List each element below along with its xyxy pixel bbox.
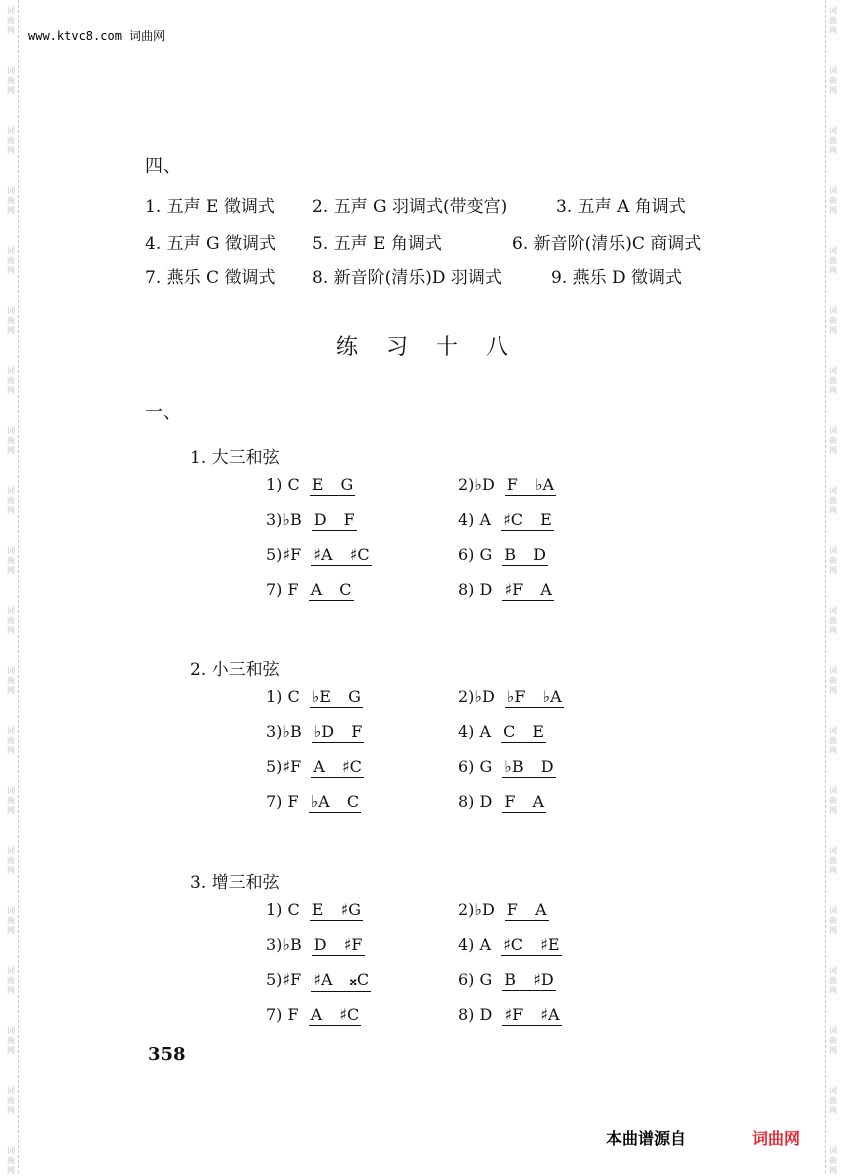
watermark-glyph-stack: 词 曲 网: [7, 606, 15, 635]
watermark-glyph-stack: 词 曲 网: [7, 966, 15, 995]
chord-root-label: 7) F: [266, 580, 299, 599]
chord-answer-note: ♯F: [504, 1005, 524, 1024]
chord-answer-note: C: [503, 722, 516, 741]
chord-answer-note: F: [343, 510, 355, 529]
chord-answer-note: A: [535, 900, 547, 919]
watermark-glyph-stack: 词 曲 网: [829, 366, 837, 395]
watermark-glyph-stack: 词 曲 网: [829, 666, 837, 695]
chord-answer-note: ♯A: [540, 1005, 560, 1024]
chord-item: [266, 580, 354, 601]
chord-answer-note: A: [313, 757, 325, 776]
chord-group-title: 3. 增三和弦: [190, 873, 280, 893]
chord-answer-note: F: [506, 475, 518, 494]
chord-item: [266, 757, 364, 778]
chord-answer-note: C: [346, 792, 360, 811]
chord-root-label: 5)♯F: [266, 757, 302, 776]
watermark-glyph-stack: 词 曲 网: [7, 546, 15, 575]
chord-answer: [502, 757, 555, 778]
chord-item: [266, 687, 363, 708]
chord-group-title: 1. 大三和弦: [190, 448, 280, 468]
watermark-glyph-stack: 词 曲 网: [7, 486, 15, 515]
chord-item: [266, 1005, 361, 1026]
chord-answer-note: B: [504, 545, 517, 564]
chord-answer: [311, 545, 371, 566]
watermark-glyph-stack: 词 曲 网: [7, 1086, 15, 1115]
chord-item: [458, 792, 546, 813]
chord-item: [458, 545, 548, 566]
chord-root-label: 7) F: [266, 792, 299, 811]
chord-item: [458, 475, 556, 496]
chord-answer: [505, 687, 564, 708]
chord-answer-note: A: [540, 580, 552, 599]
chord-answer-note: D: [313, 510, 327, 529]
chord-group-title: 2. 小三和弦: [190, 660, 280, 680]
chord-answer-note: E: [540, 510, 552, 529]
chord-answer-note: D: [540, 757, 554, 776]
chord-answer: [312, 722, 365, 743]
chord-answer: [310, 687, 363, 708]
chord-answer-note: C: [339, 580, 352, 599]
watermark-glyph-stack: 词 曲 网: [7, 846, 15, 875]
watermark-glyph-stack: 词 曲 网: [7, 1146, 15, 1175]
chord-answer-note: E: [311, 475, 324, 494]
chord-root-label: 3)♭B: [266, 935, 302, 954]
watermark-glyph-stack: 词 曲 网: [7, 246, 15, 275]
chord-answer-note: ♯E: [540, 935, 560, 954]
watermark-glyph-stack: 词 曲 网: [829, 66, 837, 95]
watermark-glyph-stack: 词 曲 网: [829, 726, 837, 755]
chord-answer-note: ♯D: [533, 970, 554, 989]
chord-root-label: 5)♯F: [266, 970, 302, 989]
chord-answer-note: ♯F: [343, 935, 363, 954]
chord-answer: [501, 935, 562, 956]
chord-answer-note: F: [504, 792, 516, 811]
chord-root-label: 6) G: [458, 545, 493, 564]
chord-root-label: 4) A: [458, 722, 492, 741]
chord-answer: [505, 475, 556, 496]
site-url[interactable]: www.ktvc8.com 词曲网: [28, 29, 166, 43]
right-margin-guide: [825, 0, 840, 1173]
chord-answer: [501, 722, 546, 743]
chord-answer-note: ♭E: [311, 687, 331, 706]
section-1-title: 一、: [145, 402, 181, 423]
chord-answer-note: ♭A: [535, 475, 555, 494]
chord-item: [266, 475, 355, 496]
watermark-glyph-stack: 词 曲 网: [7, 726, 15, 755]
chord-answer-note: A: [310, 1005, 323, 1024]
chord-root-label: 1) C: [266, 475, 300, 494]
watermark-glyph-stack: 词 曲 网: [7, 306, 15, 335]
chord-answer-note: ♯A: [313, 545, 333, 564]
watermark-glyph-stack: 词 曲 网: [829, 1086, 837, 1115]
chord-answer-note: E: [532, 722, 545, 741]
chord-answer: [311, 970, 371, 992]
chord-answer-note: ♯C: [503, 935, 524, 954]
chord-root-label: 8) D: [458, 580, 493, 599]
watermark-glyph-stack: 词 曲 网: [829, 246, 837, 275]
watermark-glyph-stack: 词 曲 网: [7, 906, 15, 935]
watermark-glyph-stack: 词 曲 网: [7, 126, 15, 155]
chord-root-label: 8) D: [458, 1005, 493, 1024]
chord-item: [458, 757, 556, 778]
chord-item: [458, 510, 554, 531]
mode-item: 4. 五声 G 徵调式: [145, 234, 277, 254]
chord-item: [458, 900, 549, 921]
chord-answer: [310, 475, 356, 496]
chord-answer: [501, 510, 554, 531]
chord-root-label: 2)♭D: [458, 687, 495, 706]
watermark-glyph-stack: 词 曲 网: [829, 1026, 837, 1055]
chord-answer: [310, 900, 363, 921]
chord-answer: [312, 935, 365, 956]
chord-item: [458, 687, 564, 708]
mode-item: 2. 五声 G 羽调式(带变宫): [312, 197, 508, 217]
chord-root-label: 4) A: [458, 935, 492, 954]
chord-answer: [309, 1005, 362, 1026]
watermark-glyph-stack: 词 曲 网: [829, 786, 837, 815]
page-number: 358: [148, 1044, 186, 1065]
chord-answer-note: F: [506, 900, 518, 919]
section-4-title: 四、: [145, 156, 181, 177]
watermark-glyph-stack: 词 曲 网: [7, 666, 15, 695]
chord-item: [458, 580, 554, 601]
chord-answer-note: ♯C: [341, 757, 362, 776]
left-margin-guide: [4, 0, 19, 1173]
chord-root-label: 6) G: [458, 970, 493, 989]
chord-answer: [502, 545, 548, 566]
footer-brand-logo[interactable]: 词曲网: [752, 1129, 801, 1148]
chord-answer-note: ♯A: [313, 970, 333, 989]
chord-answer-note: G: [340, 475, 354, 494]
chord-root-label: 1) C: [266, 900, 300, 919]
chord-answer-note: F: [351, 722, 363, 741]
chord-item: [266, 900, 363, 921]
chord-answer: [502, 580, 554, 601]
chord-answer: [309, 792, 361, 813]
chord-root-label: 3)♭B: [266, 722, 302, 741]
watermark-glyph-stack: 词 曲 网: [829, 6, 837, 35]
chord-root-label: 2)♭D: [458, 900, 495, 919]
exercise-title: 练习十八: [335, 335, 536, 360]
chord-root-label: 1) C: [266, 687, 300, 706]
chord-item: [458, 970, 556, 991]
watermark-glyph-stack: 词 曲 网: [829, 846, 837, 875]
watermark-glyph-stack: 词 曲 网: [7, 786, 15, 815]
chord-answer-note: A: [532, 792, 545, 811]
chord-root-label: 4) A: [458, 510, 492, 529]
watermark-glyph-stack: 词 曲 网: [829, 426, 837, 455]
watermark-glyph-stack: 词 曲 网: [829, 186, 837, 215]
watermark-glyph-stack: 词 曲 网: [7, 426, 15, 455]
chord-answer-note: D: [533, 545, 546, 564]
chord-answer-note: ♯C: [339, 1005, 360, 1024]
chord-item: [266, 970, 371, 992]
watermark-glyph-stack: 词 曲 网: [829, 1146, 837, 1175]
chord-answer: [312, 510, 357, 531]
chord-item: [458, 935, 562, 956]
footer-source-text: 本曲谱源自: [606, 1129, 687, 1148]
chord-answer-note: ♭D: [313, 722, 335, 741]
chord-answer: [502, 792, 546, 813]
chord-answer-note: D: [313, 935, 327, 954]
chord-answer: [502, 1005, 561, 1026]
chord-answer-note: B: [504, 970, 517, 989]
watermark-glyph-stack: 词 曲 网: [829, 966, 837, 995]
mode-item: 6. 新音阶(清乐)C 商调式: [512, 234, 702, 254]
chord-answer-note: A: [310, 580, 323, 599]
chord-item: [458, 1005, 562, 1026]
watermark-glyph-stack: 词 曲 网: [829, 906, 837, 935]
chord-root-label: 7) F: [266, 1005, 299, 1024]
chord-answer-note: ♯C: [503, 510, 524, 529]
chord-item: [458, 722, 546, 743]
watermark-glyph-stack: 词 曲 网: [829, 486, 837, 515]
chord-item: [266, 722, 364, 743]
chord-answer: [309, 580, 354, 601]
chord-answer-note: ♭A: [542, 687, 562, 706]
chord-root-label: 8) D: [458, 792, 493, 811]
chord-answer-note: ♯C: [349, 545, 370, 564]
chord-root-label: 2)♭D: [458, 475, 495, 494]
chord-answer-note: ♭A: [310, 792, 330, 811]
chord-answer-note: ♯F: [504, 580, 524, 599]
mode-item: 3. 五声 A 角调式: [556, 197, 686, 217]
chord-answer-note: E: [311, 900, 324, 919]
watermark-glyph-stack: 词 曲 网: [7, 6, 15, 35]
chord-item: [266, 792, 361, 813]
mode-item: 9. 燕乐 D 徵调式: [551, 268, 683, 288]
chord-answer: [502, 970, 555, 991]
chord-answer-note: ♭B: [504, 757, 524, 776]
mode-item: 8. 新音阶(清乐)D 羽调式: [312, 268, 502, 288]
chord-root-label: 5)♯F: [266, 545, 302, 564]
chord-answer: [505, 900, 549, 921]
watermark-glyph-stack: 词 曲 网: [829, 546, 837, 575]
watermark-glyph-stack: 词 曲 网: [7, 186, 15, 215]
watermark-glyph-stack: 词 曲 网: [829, 306, 837, 335]
chord-item: [266, 935, 365, 956]
mode-item: 1. 五声 E 徵调式: [145, 197, 275, 217]
chord-root-label: 6) G: [458, 757, 493, 776]
chord-answer-note: 𝄪C: [349, 970, 370, 989]
chord-answer: [311, 757, 364, 778]
chord-item: [266, 510, 357, 531]
watermark-glyph-stack: 词 曲 网: [7, 66, 15, 95]
chord-answer-note: ♯G: [340, 900, 362, 919]
mode-item: 7. 燕乐 C 徵调式: [145, 268, 276, 288]
chord-answer-note: ♭F: [506, 687, 526, 706]
mode-item: 5. 五声 E 角调式: [312, 234, 442, 254]
watermark-glyph-stack: 词 曲 网: [829, 126, 837, 155]
chord-root-label: 3)♭B: [266, 510, 302, 529]
chord-answer-note: G: [348, 687, 361, 706]
chord-item: [266, 545, 372, 566]
watermark-glyph-stack: 词 曲 网: [7, 1026, 15, 1055]
watermark-glyph-stack: 词 曲 网: [7, 366, 15, 395]
watermark-glyph-stack: 词 曲 网: [829, 606, 837, 635]
